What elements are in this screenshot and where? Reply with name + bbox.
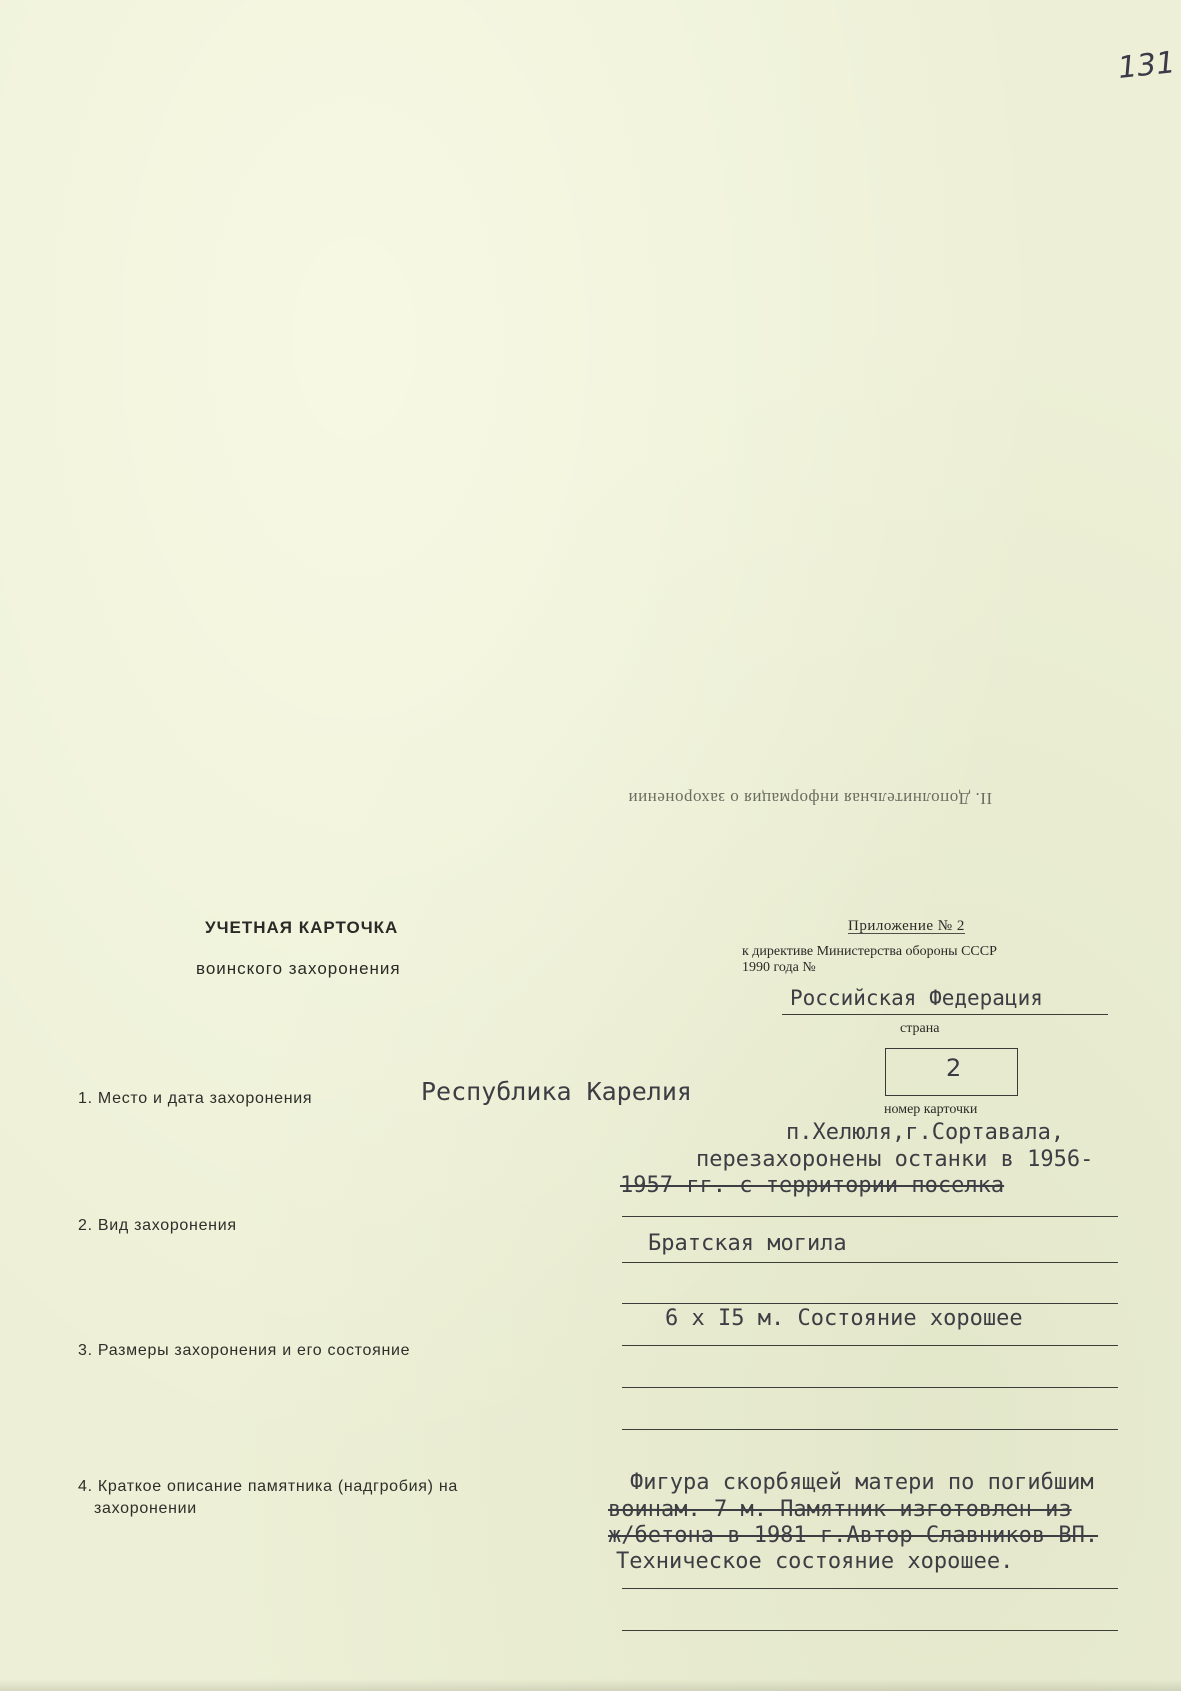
item-2-label: 2. Вид захоронения xyxy=(78,1217,237,1234)
item-2-value: Братская могила xyxy=(648,1231,847,1256)
item-1-value-line-1: п.Хелюля,г.Сортавала, xyxy=(786,1120,1065,1145)
page-number: 131 xyxy=(1116,45,1177,86)
item-1-region-value: Республика Карелия xyxy=(421,1077,692,1106)
item-3-rule-4 xyxy=(622,1429,1118,1430)
item-4-rule-2 xyxy=(622,1630,1118,1631)
item-4-label-line-1: 4. Краткое описание памятника (надгробия) на xyxy=(78,1478,458,1495)
item-3-rule-1 xyxy=(622,1303,1118,1304)
item-4-value-line-2: воинам. 7 м. Памятник изготовлен из xyxy=(608,1497,1072,1522)
card-number-label: номер карточки xyxy=(884,1102,978,1117)
item-4-label-line-2: захоронении xyxy=(94,1500,197,1517)
appendix-title: Приложение № 2 xyxy=(848,918,965,934)
card-title: УЧЕТНАЯ КАРТОЧКА xyxy=(205,918,399,937)
country-value: Российская Федерация xyxy=(790,986,1043,1010)
card-subtitle: воинского захоронения xyxy=(196,959,401,978)
item-3-label: 3. Размеры захоронения и его состояние xyxy=(78,1342,411,1359)
card-number-value: 2 xyxy=(946,1054,962,1082)
mirrored-bleedthrough-text: II. Дополнительная информация о захоронении xyxy=(628,789,993,808)
item-4-value-line-1: Фигура скорбящей матери по погибшим xyxy=(630,1470,1094,1495)
country-rule xyxy=(782,1014,1108,1015)
item-3-rule-2 xyxy=(622,1345,1118,1346)
page-edge-shadow xyxy=(0,1679,1181,1691)
country-label: страна xyxy=(900,1021,940,1036)
item-4-rule-1 xyxy=(622,1588,1118,1589)
item-1-value-line-3: 1957 гг. с территории поселка xyxy=(620,1173,1005,1198)
item-2-rule xyxy=(622,1262,1118,1263)
item-3-value: 6 x I5 м. Состояние хорошее xyxy=(665,1306,1023,1331)
item-1-label: 1. Место и дата захоронения xyxy=(78,1090,313,1107)
item-3-rule-3 xyxy=(622,1387,1118,1388)
item-4-value-line-3: ж/бетона в 1981 г.Автор Славников ВП. xyxy=(608,1523,1099,1548)
item-1-value-line-2: перезахоронены останки в 1956- xyxy=(696,1147,1094,1172)
item-1-rule xyxy=(622,1216,1118,1217)
item-4-value-line-4: Техническое состояние хорошее. xyxy=(616,1549,1014,1574)
directive-text-line-1: к директиве Министерства обороны СССР xyxy=(742,944,997,959)
directive-text-line-2: 1990 года № xyxy=(742,960,816,975)
